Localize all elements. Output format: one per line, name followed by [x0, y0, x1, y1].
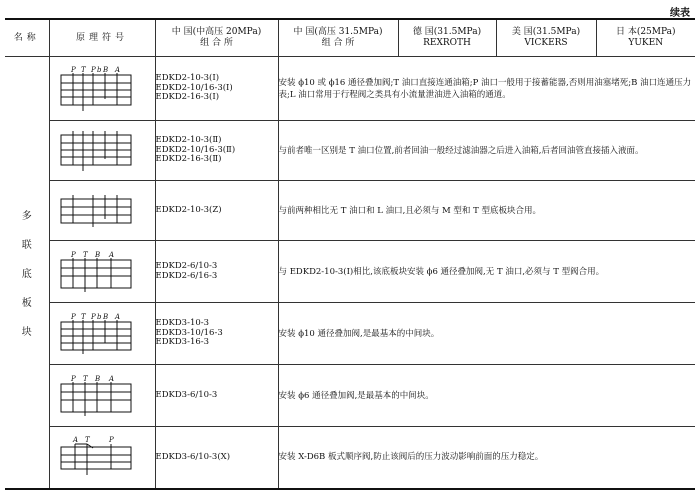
model-china20: EDKD3-10-3 EDKD3-10/16-3 EDKD3-16-3 — [155, 303, 278, 365]
manifold-symbol-icon — [57, 191, 147, 231]
svg-text:P: P — [91, 312, 96, 321]
category-cell: 多 联 底 板 块 — [5, 57, 49, 489]
svg-text:P: P — [71, 312, 76, 321]
svg-text:T: T — [81, 65, 86, 74]
model-china20: EDKD3-6/10-3 — [155, 365, 278, 427]
header-usa: 美 国(31.5MPa) VICKERS — [496, 19, 596, 57]
symbol-diagram — [49, 427, 155, 489]
manifold-symbol-icon — [57, 433, 147, 481]
svg-text:T: T — [85, 436, 90, 445]
model-china20: EDKD2-10-3(Z) — [155, 181, 278, 241]
model-china20: EDKD2-10-3(Ⅱ) EDKD2-10/16-3(Ⅱ) EDKD2-16-3(Ⅱ) — [155, 121, 278, 181]
svg-text:A: A — [115, 312, 121, 321]
header-china20: 中 国(中高压 20MPa) 组 合 所 — [155, 19, 278, 57]
manifold-symbol-icon — [57, 310, 147, 358]
svg-text:B: B — [103, 312, 109, 321]
table-row — [5, 57, 695, 121]
manifold-symbol-icon — [57, 248, 147, 296]
description: 安装 ϕ10 通径叠加阀,是最基本的中间块。 — [278, 303, 695, 365]
header-name: 名称 — [5, 19, 49, 57]
svg-text:b: b — [97, 312, 102, 321]
svg-text:B: B — [95, 250, 101, 259]
valve-table — [5, 18, 695, 490]
continued-label: 续表 — [670, 8, 690, 19]
table-row — [5, 181, 695, 241]
description: 安装 X-D6B 板式顺序阀,防止该阀后的压力波动影响前面的压力稳定。 — [278, 427, 695, 489]
svg-text:P: P — [71, 374, 76, 383]
symbol-diagram — [49, 303, 155, 365]
svg-text:P: P — [109, 436, 114, 445]
svg-text:A: A — [115, 65, 121, 74]
symbol-diagram — [49, 121, 155, 181]
header-japan: 日 本(25MPa) YUKEN — [596, 19, 695, 57]
svg-text:A: A — [109, 250, 115, 259]
symbol-diagram — [49, 241, 155, 303]
table-row — [5, 303, 695, 365]
description: 安装 ϕ6 通径叠加阀,是最基本的中间块。 — [278, 365, 695, 427]
model-china20: EDKD2-6/10-3 EDKD2-6/16-3 — [155, 241, 278, 303]
manifold-symbol-icon — [57, 63, 147, 115]
header-row — [5, 19, 695, 57]
svg-text:P: P — [71, 65, 76, 74]
table-row — [5, 241, 695, 303]
model-china20: EDKD3-6/10-3(X) — [155, 427, 278, 489]
header-germany: 德 国(31.5MPa) REXROTH — [398, 19, 496, 57]
table-row — [5, 427, 695, 489]
symbol-diagram — [49, 365, 155, 427]
symbol-diagram — [49, 181, 155, 241]
description: 与前两种相比无 T 油口和 L 油口,且必须与 M 型和 T 型底板块合用。 — [278, 181, 695, 241]
symbol-diagram — [49, 57, 155, 121]
manifold-symbol-icon — [57, 127, 147, 175]
svg-text:B: B — [103, 65, 109, 74]
svg-text:P: P — [71, 250, 76, 259]
table-row — [5, 365, 695, 427]
svg-text:b: b — [97, 65, 102, 74]
description: 安装 ϕ10 或 ϕ16 通径叠加阀;T 油口直接连通油箱;P 油口一般用于接蓄能器,否则用油塞堵死;B 油口连通压力表;L 油口常用于行程阀之类具有小流量泄油进入油箱的通道。 — [278, 57, 695, 121]
svg-text:T: T — [83, 250, 88, 259]
svg-text:A: A — [109, 374, 115, 383]
svg-text:A: A — [73, 436, 79, 445]
svg-text:T: T — [81, 312, 86, 321]
svg-text:B: B — [95, 374, 101, 383]
header-china315: 中 国(高压 31.5MPa) 组 合 所 — [278, 19, 398, 57]
table-row — [5, 121, 695, 181]
description: 与前者唯一区别是 T 油口位置,前者回油一般经过滤油器之后进入油箱,后者回油管直接插入液面。 — [278, 121, 695, 181]
model-china20: EDKD2-10-3(Ⅰ) EDKD2-10/16-3(Ⅰ) EDKD2-16-3(Ⅰ) — [155, 57, 278, 121]
svg-text:P: P — [91, 65, 96, 74]
manifold-symbol-icon — [57, 372, 147, 420]
description: 与 EDKD2-10-3(Ⅰ)相比,该底板块安装 ϕ6 通径叠加阀,无 T 油口,必须与 T 型阀合用。 — [278, 241, 695, 303]
header-symbol: 原理符号 — [49, 19, 155, 57]
svg-text:T: T — [83, 374, 88, 383]
